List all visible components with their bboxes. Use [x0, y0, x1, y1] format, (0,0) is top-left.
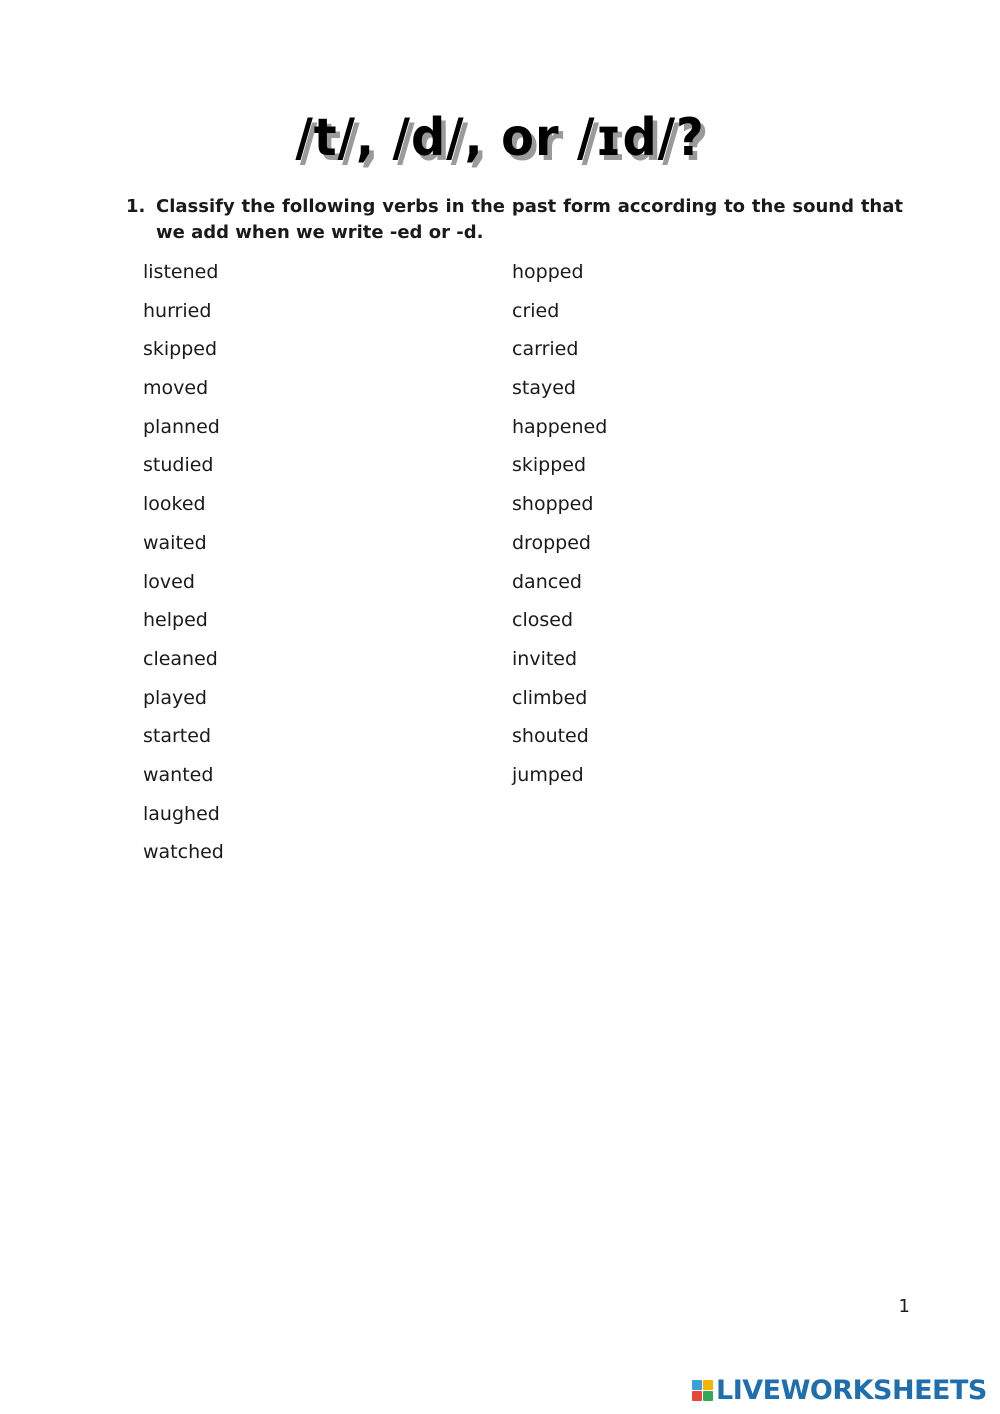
word-item: wanted: [143, 763, 214, 786]
word-list-right: [512, 258, 607, 800]
word-item: played: [143, 686, 207, 709]
word-item: waited: [143, 531, 207, 554]
word-item: carried: [512, 338, 579, 361]
word-item: shopped: [512, 493, 594, 516]
word-list-left: [143, 258, 224, 877]
word-item: started: [143, 725, 212, 748]
word-item: hopped: [512, 261, 584, 283]
brand-square: [692, 1391, 702, 1401]
word-item: hurried: [143, 299, 212, 322]
word-item: climbed: [512, 686, 588, 709]
word-item: cried: [512, 299, 560, 322]
brand-squares-icon: [692, 1380, 713, 1401]
brand-square: [692, 1380, 702, 1390]
word-item: skipped: [143, 338, 218, 361]
page-number: 1: [898, 1296, 910, 1317]
word-item: helped: [143, 609, 208, 632]
word-item: cleaned: [143, 647, 218, 670]
instruction: [126, 194, 903, 246]
liveworksheets-logo: [692, 1374, 987, 1406]
word-item: happened: [512, 415, 608, 438]
instruction-text: Classify the following verbs in the past form according to the sound that we add when we write -ed or -d.: [156, 196, 903, 243]
word-item: invited: [512, 647, 578, 670]
word-item: danced: [512, 570, 582, 593]
brand-square: [703, 1380, 713, 1390]
word-item: moved: [143, 377, 209, 400]
page-title: /t/, /d/, or /ɪd/?: [295, 108, 705, 168]
word-item: shouted: [512, 725, 589, 748]
word-item: loved: [143, 570, 195, 593]
word-item: watched: [143, 841, 224, 864]
brand-square: [703, 1391, 713, 1401]
word-item: closed: [512, 609, 573, 632]
word-item: jumped: [512, 763, 584, 786]
word-item: planned: [143, 415, 220, 438]
instruction-number: 1.: [126, 196, 146, 217]
word-item: laughed: [143, 802, 220, 825]
word-item: studied: [143, 454, 214, 477]
word-item: dropped: [512, 531, 591, 554]
word-item: skipped: [512, 454, 587, 477]
brand-name: LIVEWORKSHEETS: [716, 1374, 987, 1406]
word-item: looked: [143, 493, 206, 516]
word-item: stayed: [512, 377, 576, 400]
word-item: listened: [143, 261, 219, 283]
